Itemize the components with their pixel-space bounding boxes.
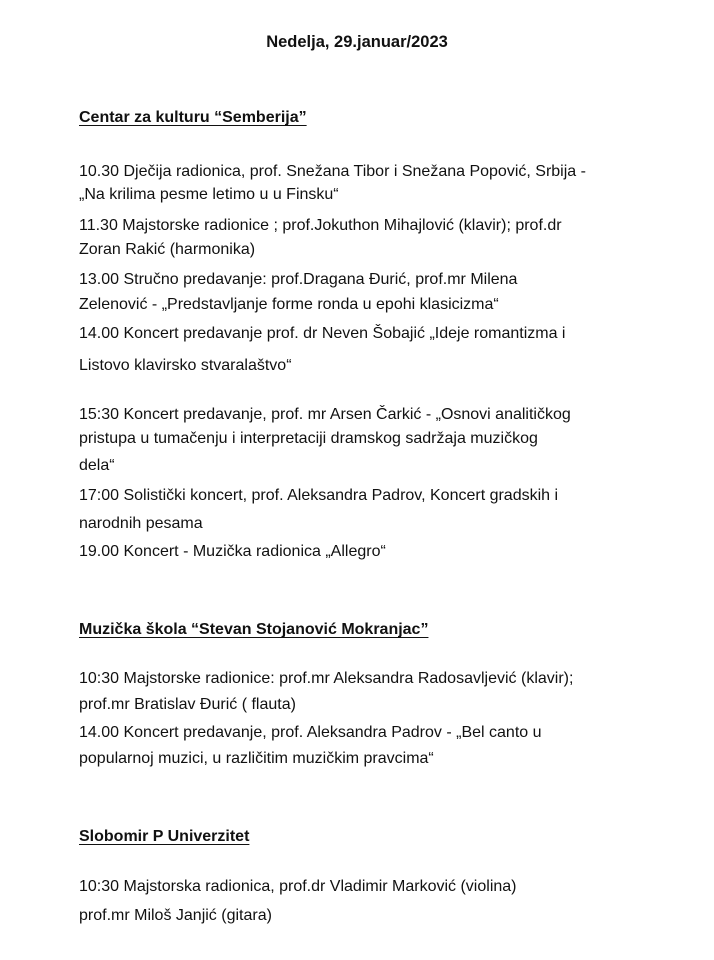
schedule-line: 13.00 Stručno predavanje: prof.Dragana Đurić, prof.mr Milena bbox=[79, 271, 518, 288]
schedule-line: Zelenović - „Predstavljanje forme ronda u epohi klasicizma“ bbox=[79, 296, 499, 313]
schedule-line: Listovo klavirsko stvaralaštvo“ bbox=[79, 357, 292, 374]
section-heading-slobomir: Slobomir P Univerzitet bbox=[79, 828, 250, 845]
schedule-line: Zoran Rakić (harmonika) bbox=[79, 241, 256, 258]
schedule-line: pristupa u tumačenju i interpretaciji dramskog sadržaja muzičkog bbox=[79, 430, 538, 447]
schedule-line: prof.mr Bratislav Đurić ( flauta) bbox=[79, 696, 296, 713]
section-heading-semberija: Centar za kulturu “Semberija” bbox=[79, 109, 307, 126]
schedule-line: 15:30 Koncert predavanje, prof. mr Arsen Čarkić - „Osnovi analitičkog bbox=[79, 406, 571, 423]
schedule-line: 10:30 Majstorska radionica, prof.dr Vladimir Marković (violina) bbox=[79, 878, 517, 895]
schedule-line: 10.30 Dječija radionica, prof. Snežana Tibor i Snežana Popović, Srbija - bbox=[79, 163, 586, 180]
schedule-line: narodnih pesama bbox=[79, 515, 203, 532]
document-date-title: Nedelja, 29.januar/2023 bbox=[266, 33, 448, 51]
schedule-line: 17:00 Solistički koncert, prof. Aleksandra Padrov, Koncert gradskih i bbox=[79, 487, 559, 504]
schedule-line: 19.00 Koncert - Muzička radionica „Allegro“ bbox=[79, 543, 386, 560]
schedule-line: prof.mr Miloš Janjić (gitara) bbox=[79, 907, 272, 924]
schedule-line: 14.00 Koncert predavanje prof. dr Neven Šobajić „Ideje romantizma i bbox=[79, 325, 566, 342]
section-heading-muzicka-skola: Muzička škola “Stevan Stojanović Mokranjac” bbox=[79, 621, 429, 638]
schedule-line: popularnoj muzici, u različitim muzičkim pravcima“ bbox=[79, 750, 434, 767]
schedule-line: 10:30 Majstorske radionice: prof.mr Aleksandra Radosavljević (klavir); bbox=[79, 670, 574, 687]
schedule-line: 11.30 Majstorske radionice ; prof.Jokuthon Mihajlović (klavir); prof.dr bbox=[79, 217, 562, 234]
schedule-line: „Na krilima pesme letimo u u Finsku“ bbox=[79, 186, 339, 203]
schedule-line: dela“ bbox=[79, 457, 115, 474]
schedule-line: 14.00 Koncert predavanje, prof. Aleksandra Padrov - „Bel canto u bbox=[79, 724, 542, 741]
